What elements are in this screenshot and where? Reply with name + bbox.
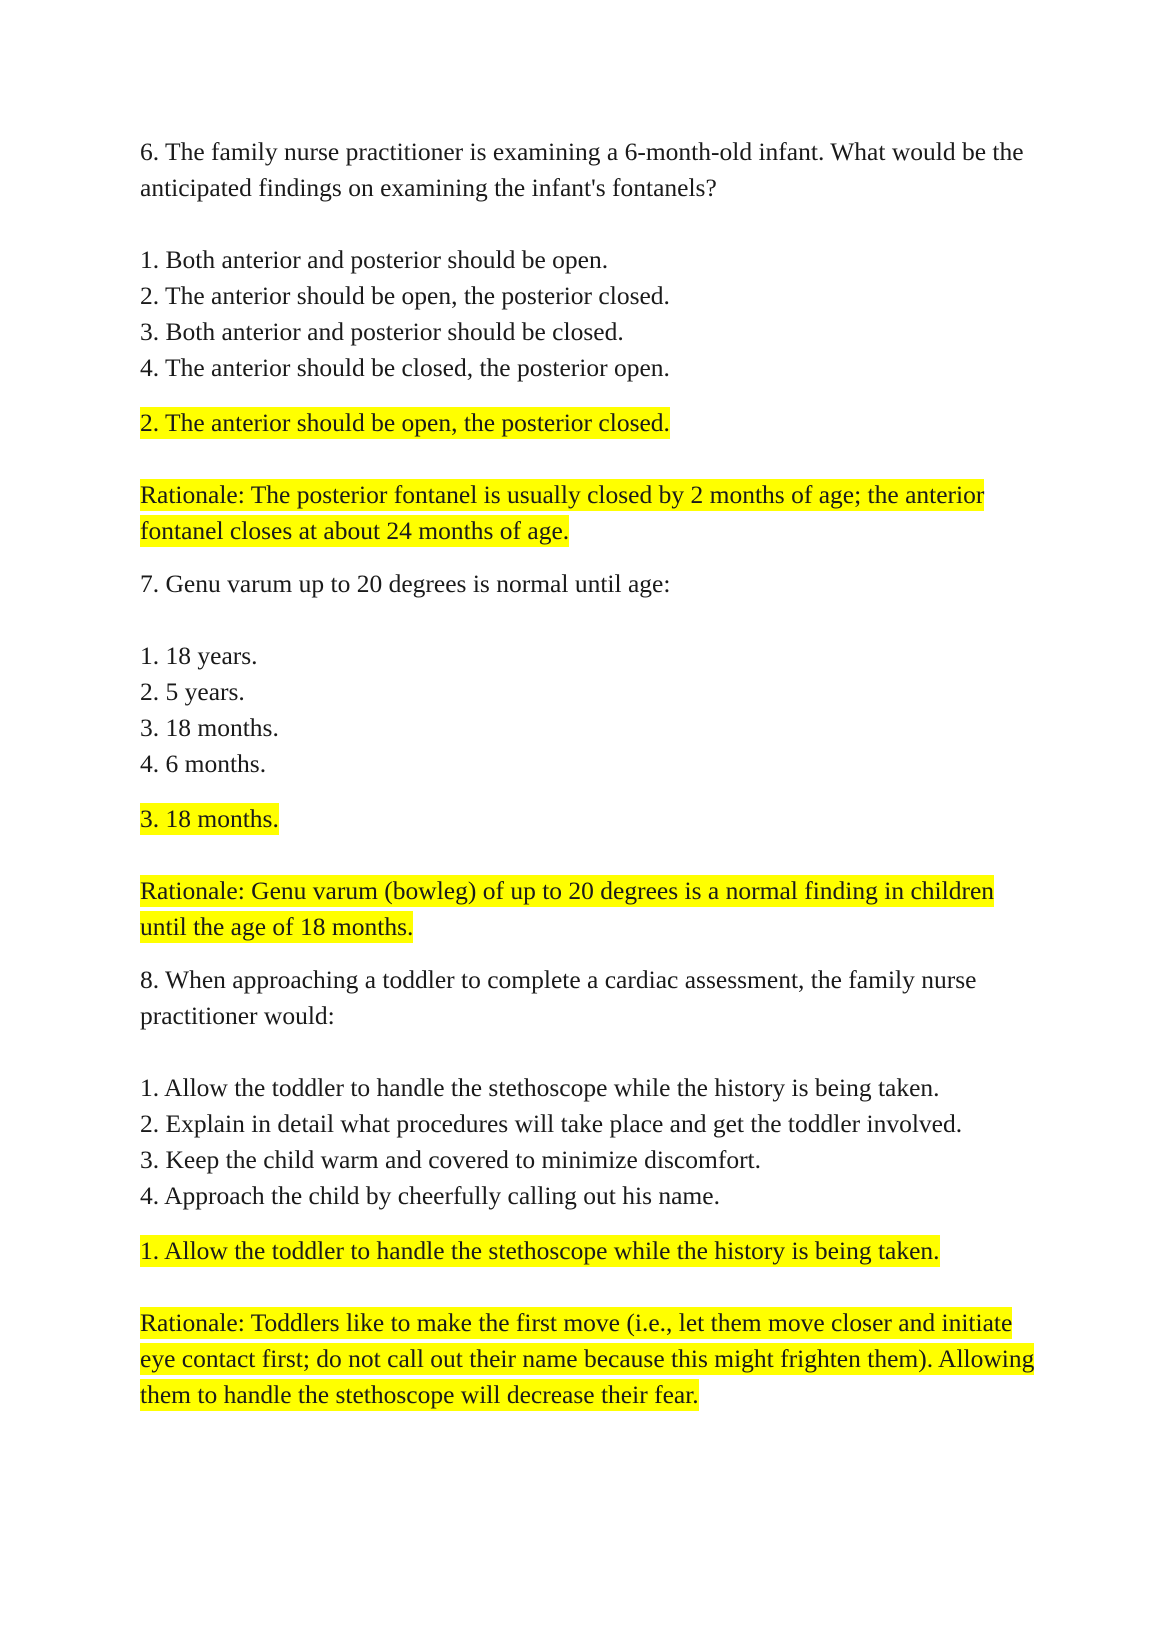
question-text: 7. Genu varum up to 20 degrees is normal until age:	[140, 569, 671, 598]
option-item: 3. Both anterior and posterior should be closed.	[140, 317, 624, 346]
option-item: 2. 5 years.	[140, 677, 245, 706]
option-item: 3. Keep the child warm and covered to minimize discomfort.	[140, 1145, 762, 1174]
rationale-highlight: Rationale: Genu varum (bowleg) of up to 20 degrees is a normal finding in children until the age of 18 months.	[140, 876, 995, 941]
question-block-6	[140, 134, 1040, 549]
options-list	[140, 638, 1040, 782]
answer-line	[140, 405, 1040, 441]
answer-line	[140, 1233, 1040, 1269]
rationale-text	[140, 1305, 1040, 1413]
option-item: 3. 18 months.	[140, 713, 279, 742]
option-item: 1. 18 years.	[140, 641, 258, 670]
rationale-text	[140, 873, 1040, 945]
answer-line	[140, 801, 1040, 837]
options-list	[140, 1070, 1040, 1214]
rationale-highlight: Rationale: Toddlers like to make the first move (i.e., let them move closer and initiate eye contact first; do not call out their name because this might frighten them). Allowing them to handle the stethoscope will decrease their fear.	[140, 1308, 1035, 1409]
option-item: 2. The anterior should be open, the posterior closed.	[140, 281, 670, 310]
option-item: 4. Approach the child by cheerfully calling out his name.	[140, 1181, 720, 1210]
question-block-7	[140, 566, 1040, 945]
option-item: 1. Both anterior and posterior should be open.	[140, 245, 609, 274]
rationale-text	[140, 477, 1040, 549]
option-item: 2. Explain in detail what procedures will take place and get the toddler involved.	[140, 1109, 963, 1138]
document-page	[140, 134, 1040, 1413]
question-block-8	[140, 962, 1040, 1413]
option-item: 1. Allow the toddler to handle the stethoscope while the history is being taken.	[140, 1073, 940, 1102]
option-item: 4. 6 months.	[140, 749, 267, 778]
answer-highlight: 3. 18 months.	[140, 804, 279, 833]
question-text: 6. The family nurse practitioner is examining a 6-month-old infant. What would be the anticipated findings on examining the infant's fontanels?	[140, 137, 1024, 202]
options-list	[140, 242, 1040, 386]
answer-highlight: 2. The anterior should be open, the posterior closed.	[140, 408, 670, 437]
question-text: 8. When approaching a toddler to complete a cardiac assessment, the family nurse practitioner would:	[140, 965, 977, 1030]
option-item: 4. The anterior should be closed, the posterior open.	[140, 353, 670, 382]
answer-highlight: 1. Allow the toddler to handle the stethoscope while the history is being taken.	[140, 1236, 940, 1265]
rationale-highlight: Rationale: The posterior fontanel is usually closed by 2 months of age; the anterior fontanel closes at about 24 months of age.	[140, 480, 985, 545]
